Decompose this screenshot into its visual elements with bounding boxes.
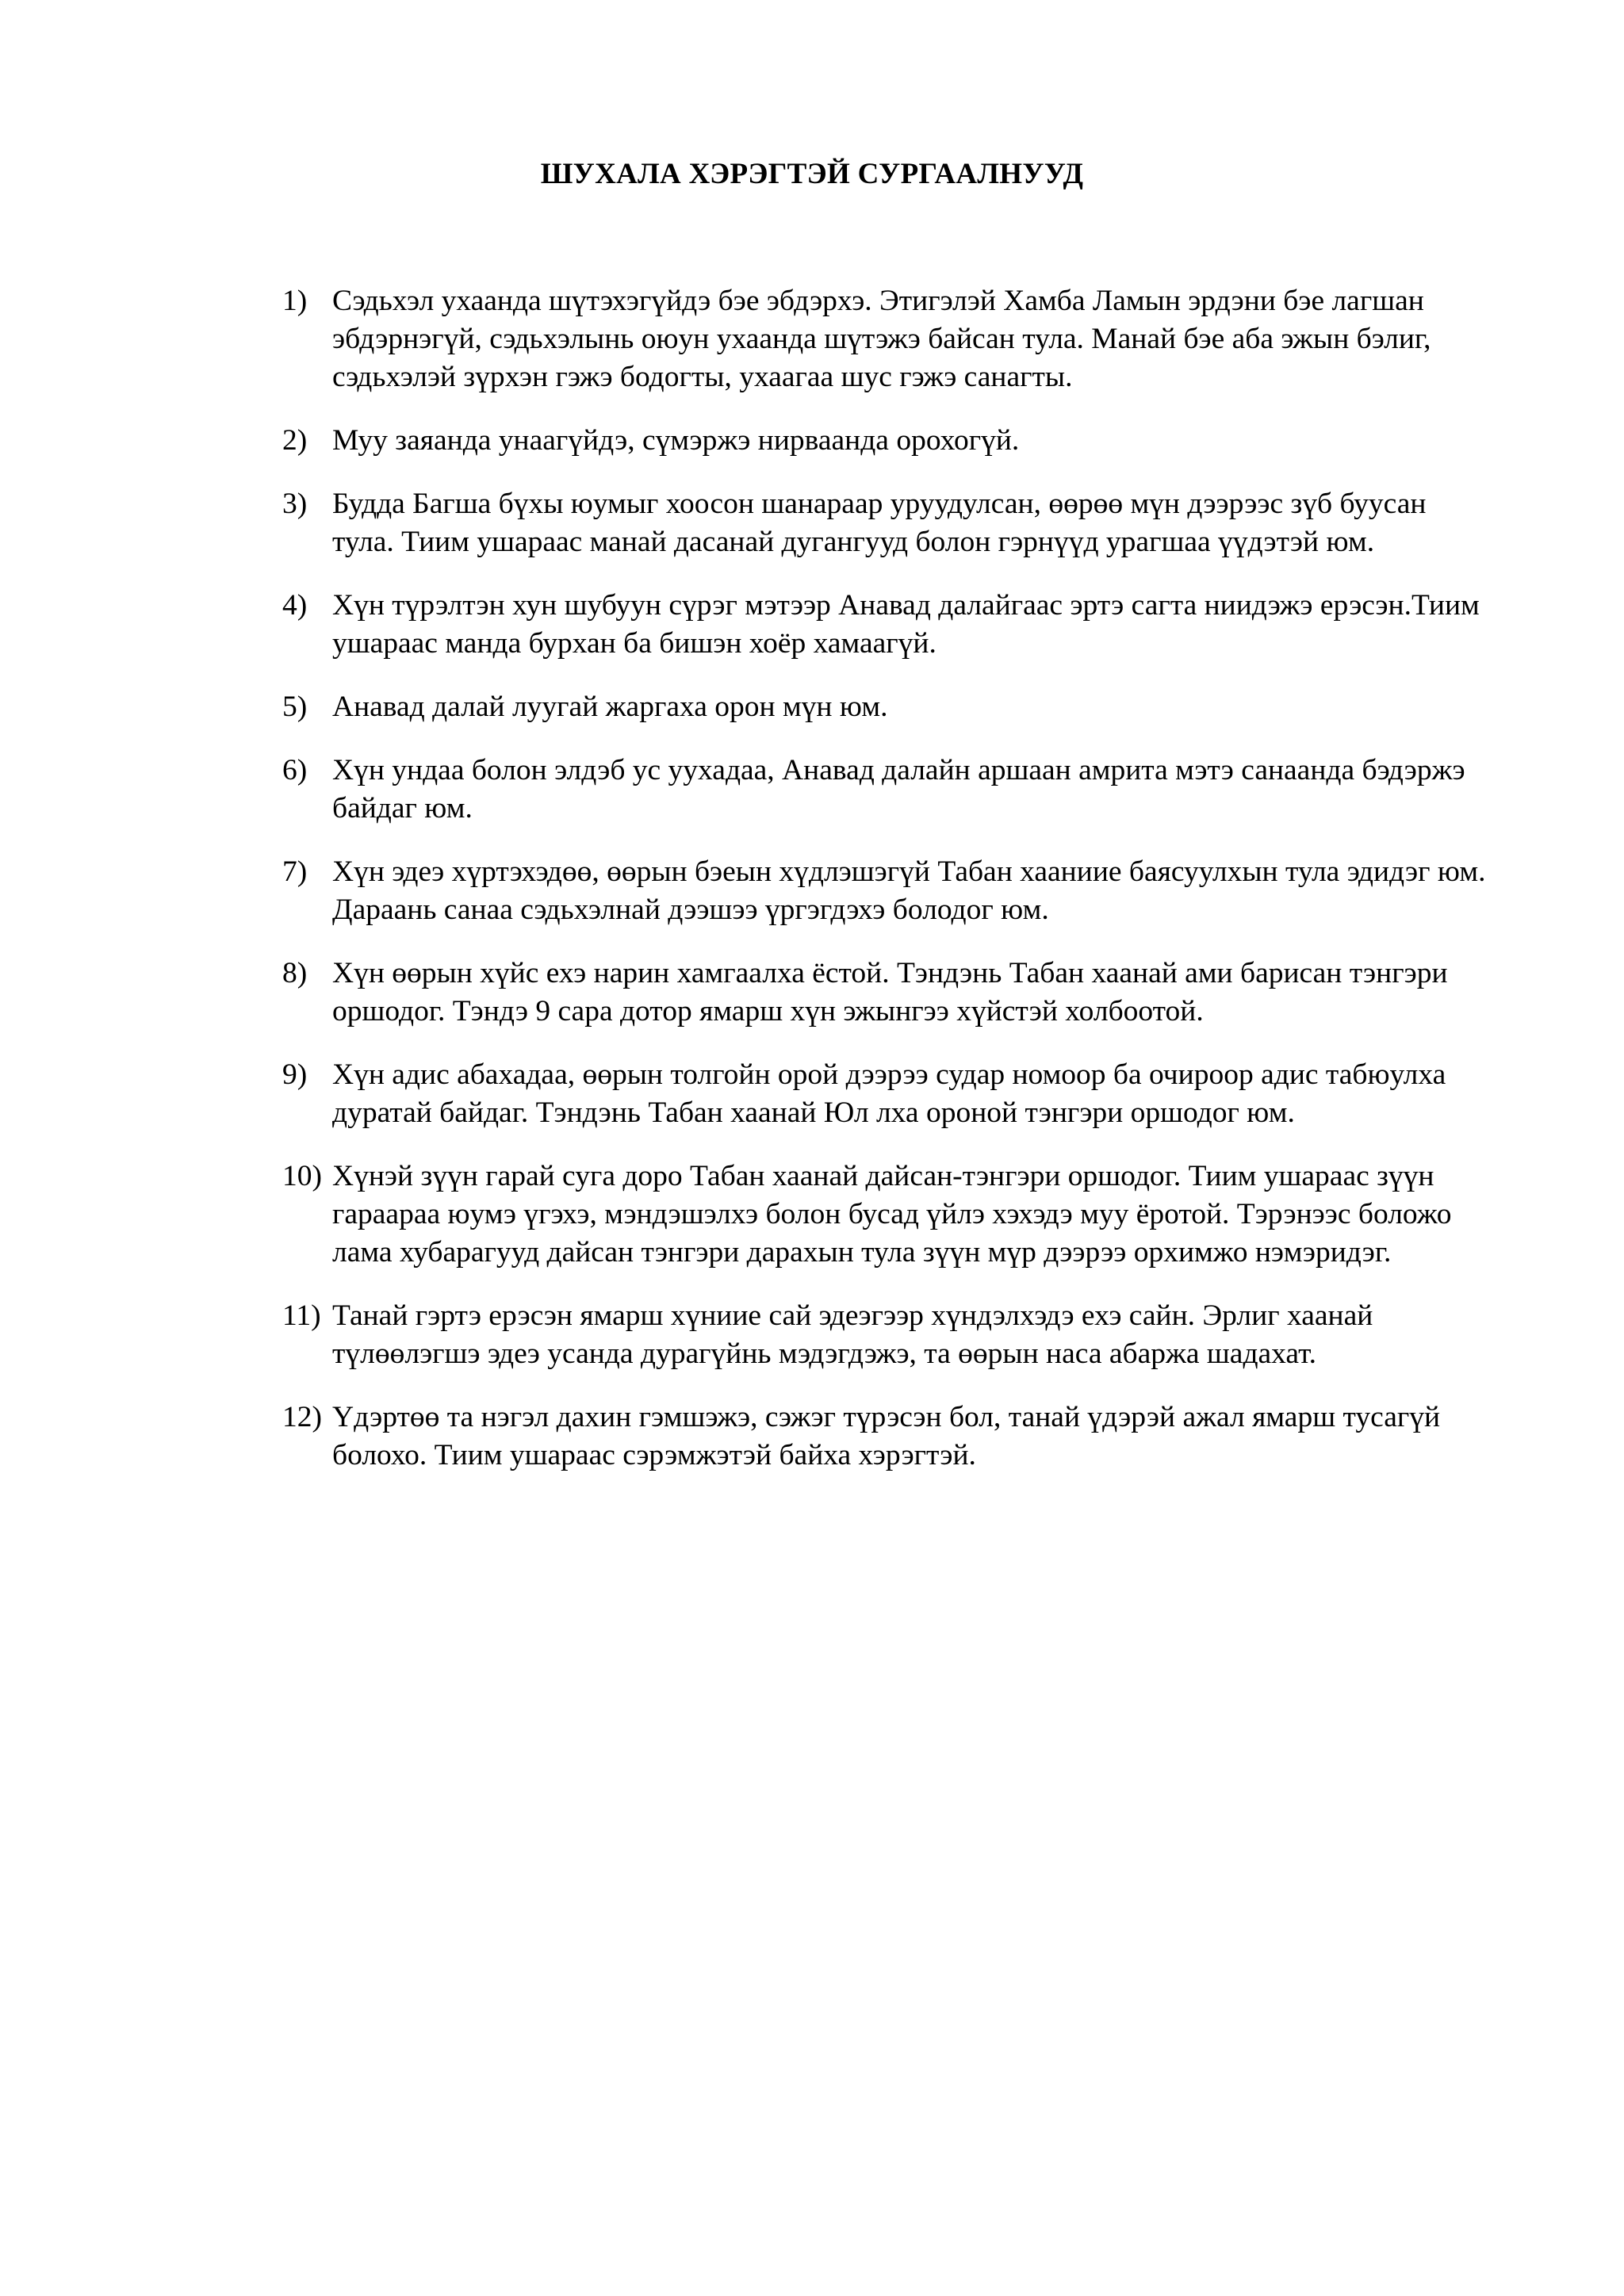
- item-number: 3): [282, 488, 308, 520]
- item-text: Хүн түрэлтэн хун шубуун сүрэг мэтээр Анавад далайгаас эртэ сагта ниидэжэ ерэсэн.Тиим ушараас манда бурхан ба бишэн хоёр хамаагүй.: [332, 589, 1480, 660]
- item-text: Муу заяанда унаагүйдэ, сүмэржэ нирваанда орохогүй.: [332, 424, 1020, 457]
- list-item: [282, 1056, 1488, 1132]
- item-text: Хүн ундаа болон элдэб ус уухадаа, Анавад далайн аршаан амрита мэтэ санаанда бэдэржэ байдаг юм.: [332, 754, 1465, 825]
- item-number: 4): [282, 589, 308, 622]
- item-number: 2): [282, 424, 308, 457]
- list-item: [282, 485, 1488, 561]
- item-number: 11): [282, 1299, 321, 1332]
- item-number: 10): [282, 1160, 322, 1192]
- item-number: 6): [282, 754, 308, 786]
- item-text: Будда Багша бүхы юумыг хоосон шанараар уруудулсан, өөрөө мүн дээрээс зүб буусан тула. Тиим ушараас манай дасанай дугангууд болон гэрнүүд урагшаа үүдэтэй юм.: [332, 488, 1427, 558]
- list-item: [282, 1297, 1488, 1373]
- item-text: Үдэртөө та нэгэл дахин гэмшэжэ, сэжэг түрэсэн бол, танай үдэрэй ажал ямарш тусагүй болохо. Тиим ушараас сэрэмжэтэй байха хэрэгтэй.: [332, 1401, 1441, 1471]
- list-item: [282, 422, 1488, 460]
- list-item: [282, 1399, 1488, 1475]
- item-number: 12): [282, 1401, 322, 1433]
- item-number: 5): [282, 691, 308, 723]
- item-number: 8): [282, 957, 308, 989]
- item-text: Сэдьхэл ухаанда шүтэхэгүйдэ бэе эбдэрхэ. Этигэлэй Хамба Ламын эрдэни бэе лагшан эбдэрнэгүй, сэдьхэлынь оюун ухаанда шүтэжэ байсан тула. Манай бэе аба эжын бэлиг, сэдьхэлэй зүрхэн гэжэ бодогты, ухаагаа шус гэжэ санагты.: [332, 285, 1431, 393]
- item-number: 9): [282, 1058, 308, 1091]
- item-text: Анавад далай луугай жаргаха орон мүн юм.: [332, 691, 888, 723]
- list-item: [282, 955, 1488, 1031]
- list-item: [282, 1158, 1488, 1272]
- list-item: [282, 282, 1488, 396]
- item-text: Хүн адис абахадаа, өөрын толгойн орой дээрээ судар номоор ба очироор адис табюулха дуратай байдаг. Тэндэнь Табан хаанай Юл лха ороной тэнгэри оршодог юм.: [332, 1058, 1446, 1129]
- item-text: Танай гэртэ ерэсэн ямарш хүниие сай эдеэгээр хүндэлхэдэ ехэ сайн. Эрлиг хаанай түлөөлэгшэ эдеэ усанда дурагүйнь мэдэгдэжэ, та өөрын наса абаржа шадахат.: [332, 1299, 1373, 1370]
- list-item: [282, 587, 1488, 663]
- item-text: Хүн эдеэ хүртэхэдөө, өөрын бэеын хүдлэшэгүй Табан хааниие баясуулхын тула эдидэг юм. Дараань санаа сэдьхэлнай дээшээ үргэгдэхэ болодог юм.: [332, 855, 1486, 926]
- item-text: Хүнэй зүүн гарай суга доро Табан хаанай дайсан-тэнгэри оршодог. Тиим ушараас зүүн гараараа юумэ үгэхэ, мэндэшэлхэ болон бусад үйлэ хэхэдэ муу ёротой. Тэрэнээс боложо лама хубарагууд дайсан тэнгэри дарахын тула зүүн мүр дээрээ орхимжо нэмэридэг.: [332, 1160, 1452, 1269]
- item-text: Хүн өөрын хүйс ехэ нарин хамгаалха ёстой. Тэндэнь Табан хаанай ами барисан тэнгэри оршодог. Тэндэ 9 сара дотор ямарш хүн эжынгээ хүйстэй холбоотой.: [332, 957, 1448, 1027]
- document-title: ШУХАЛА ХЭРЭГТЭЙ СУРГААЛНУУД: [540, 158, 1084, 190]
- list-item: [282, 752, 1488, 828]
- item-number: 1): [282, 285, 308, 317]
- teachings-list: [282, 282, 1488, 1500]
- list-item: [282, 853, 1488, 929]
- item-number: 7): [282, 855, 308, 888]
- list-item: [282, 688, 1488, 726]
